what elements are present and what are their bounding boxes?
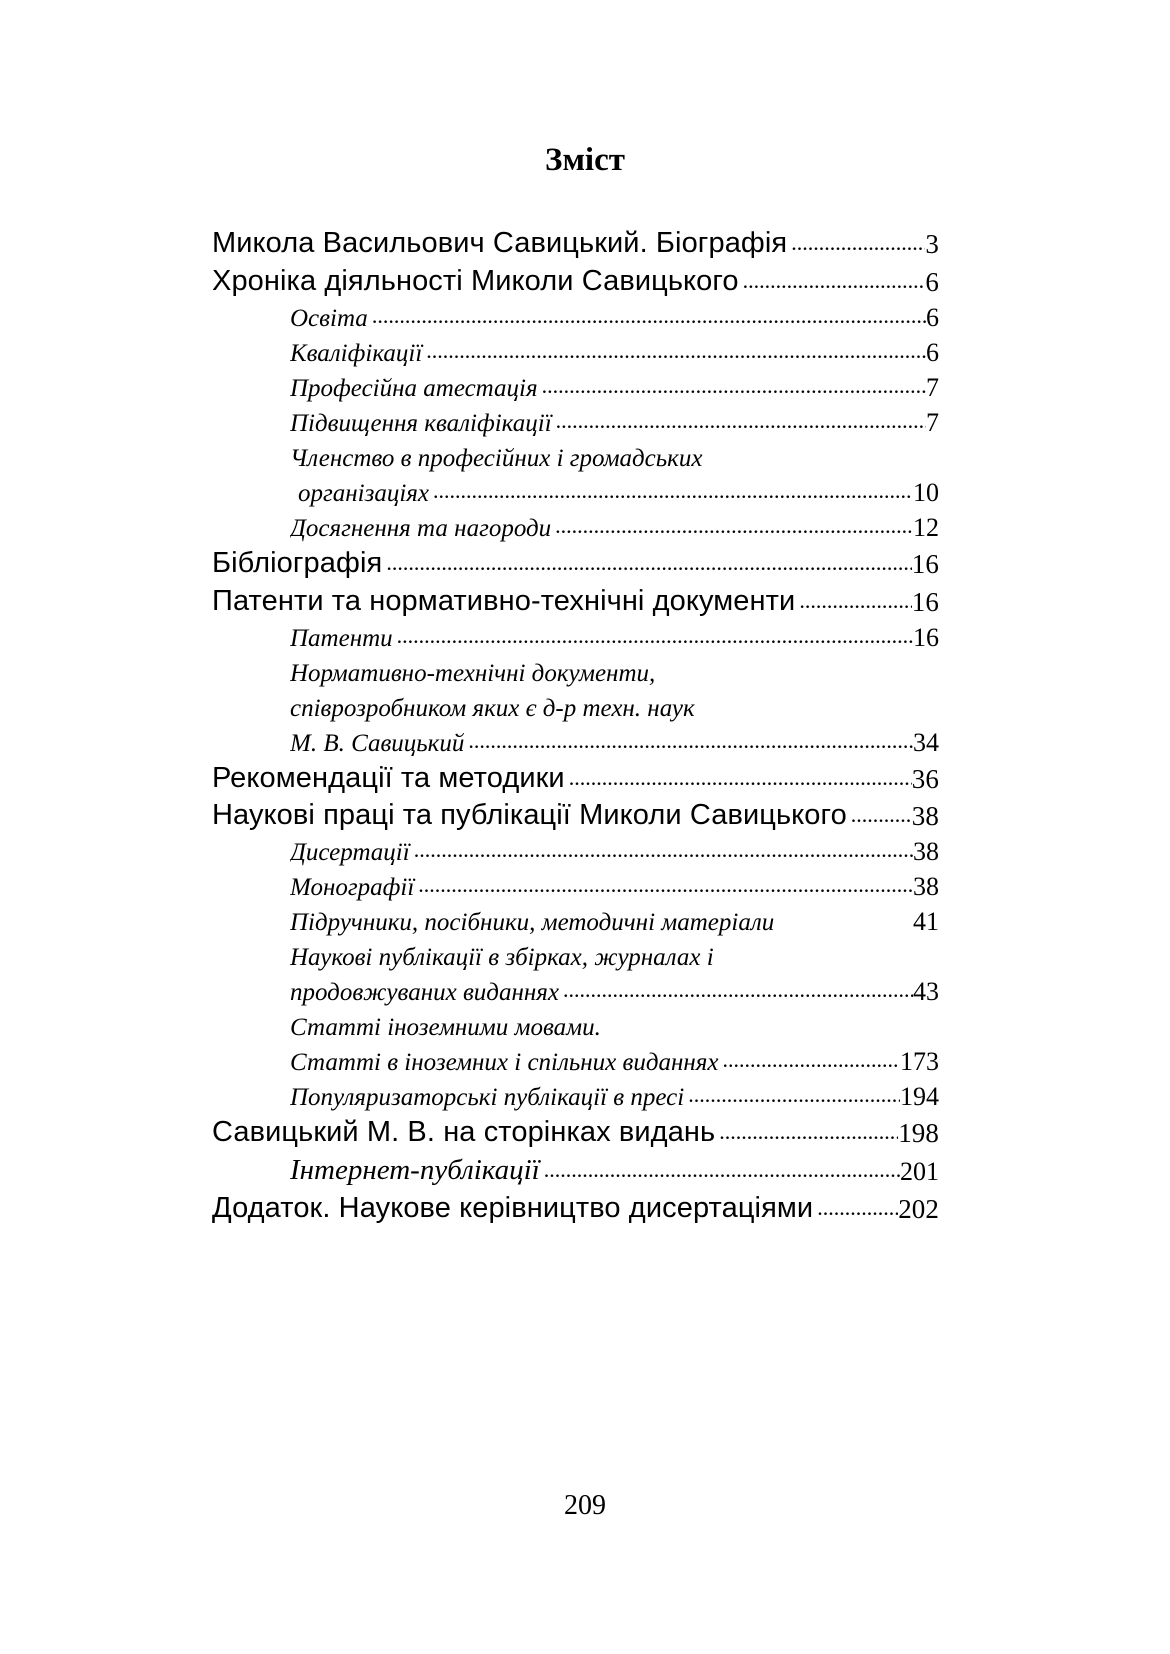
toc-entry[interactable] [212, 262, 939, 300]
dot-leader [715, 1119, 898, 1151]
toc-entry-text [290, 480, 429, 510]
toc-entry[interactable] [290, 1076, 939, 1114]
toc-entry-text: Кваліфікації [290, 340, 423, 367]
toc-entry-text: Бібліографія [212, 547, 383, 579]
toc-entry[interactable] [290, 402, 939, 440]
dot-leader [559, 977, 913, 1009]
toc-entry-text: Статті в іноземних і спільних виданнях [290, 1049, 719, 1076]
dot-leader [414, 872, 913, 904]
toc-entry-text: Додаток. Наукове керівництво дисертаціями [212, 1192, 814, 1224]
toc-entry[interactable] [290, 936, 939, 974]
dot-leader [795, 588, 911, 620]
toc-entry[interactable] [290, 1041, 939, 1079]
toc-entry[interactable] [212, 796, 939, 834]
dot-leader [540, 1157, 900, 1189]
toc-entry[interactable] [212, 544, 939, 582]
toc-entry-text: Статті іноземними мовами. [290, 1014, 601, 1041]
dot-leader [382, 550, 911, 582]
toc-entry-text: Монографії [290, 874, 415, 901]
dot-leader [429, 478, 913, 510]
toc-entry[interactable] [212, 1113, 939, 1151]
toc-entry[interactable] [290, 971, 939, 1009]
toc-entry[interactable] [290, 297, 939, 335]
toc-entry-text: Членство в професійних і громадських [290, 445, 703, 472]
toc-entry-text: Підручники, посібники, методичні матеріали [290, 909, 775, 936]
dot-leader [719, 1047, 900, 1079]
toc-page-number: 7 [926, 373, 939, 402]
toc-entry-text: продовжуваних виданнях [290, 979, 559, 1006]
toc-entry-text: Підвищення кваліфікації [290, 410, 552, 437]
toc-entry-text: Нормативно-технічні документи, [290, 660, 656, 687]
toc-page-number: 43 [913, 977, 939, 1006]
toc-entry-text: Савицький М. В. на сторінках видань [212, 1116, 716, 1148]
toc-entry[interactable] [212, 224, 939, 262]
toc-entry-text: Патенти [290, 625, 393, 652]
toc-page-number: 6 [926, 338, 939, 367]
toc-entry-text: Досягнення та нагороди [290, 515, 552, 542]
toc-page-number: 10 [913, 478, 939, 507]
toc-page-number: 194 [900, 1082, 939, 1111]
toc-entry[interactable] [290, 1006, 939, 1044]
toc-page-number: 202 [898, 1194, 939, 1224]
toc-entry-text: Наукові публікації в збірках, журналах і [290, 944, 714, 971]
toc-page-number: 198 [898, 1118, 939, 1148]
toc-page-number: 201 [900, 1157, 939, 1186]
dot-leader [410, 837, 913, 869]
toc-entry-text-value: організаціях [298, 480, 430, 507]
dot-leader [739, 268, 926, 300]
toc-entry[interactable] [290, 332, 939, 370]
dot-leader [422, 338, 926, 370]
toc-page-number: 6 [926, 303, 939, 332]
toc-entry-text: Професійна атестація [290, 375, 538, 402]
dot-leader [847, 802, 912, 834]
dot-leader [552, 408, 926, 440]
toc-entry[interactable] [290, 437, 939, 475]
toc-entry-text: Микола Васильович Савицький. Біографія [212, 227, 788, 259]
toc-entry[interactable] [290, 687, 939, 725]
dot-leader [787, 230, 925, 262]
toc-entry-text: Наукові праці та публікації Миколи Савицького [212, 799, 847, 831]
toc-page-number: 3 [925, 229, 939, 259]
toc-page-number: 16 [911, 587, 939, 617]
toc-entry-text: М. В. Савицький [290, 730, 465, 757]
toc-entry[interactable] [290, 1151, 939, 1189]
toc-entry[interactable] [212, 1189, 939, 1227]
toc-page-number: 38 [913, 872, 939, 901]
page-title: Зміст [545, 142, 625, 178]
toc-page-number: 16 [913, 623, 939, 652]
toc-entry[interactable] [290, 507, 939, 545]
toc-page-number: 38 [913, 837, 939, 866]
toc-page-number: 41 [913, 907, 939, 936]
dot-leader [565, 765, 912, 797]
toc-entry-text: Дисертації [290, 839, 410, 866]
toc-entry[interactable] [290, 722, 939, 760]
toc-page-number: 16 [911, 549, 939, 579]
toc-entry[interactable] [290, 831, 939, 869]
toc-entry[interactable] [290, 367, 939, 405]
dot-leader [813, 1195, 898, 1227]
toc-page-number: 7 [926, 408, 939, 437]
toc-page-number: 12 [913, 513, 939, 542]
toc-entry[interactable] [290, 617, 939, 655]
toc-page-number: 36 [911, 764, 939, 794]
dot-leader [684, 1082, 900, 1114]
dot-leader [538, 373, 926, 405]
toc-entry-text: Патенти та нормативно-технічні документи [212, 585, 796, 617]
toc-entry[interactable] [290, 901, 939, 939]
toc-entry-text: Популяризаторські публікації в пресі [290, 1084, 685, 1111]
toc-page-number: 38 [911, 801, 939, 831]
toc-page-number: 6 [925, 267, 939, 297]
dot-leader [368, 303, 926, 335]
dot-leader [393, 623, 913, 655]
toc-entry-text: Освіта [290, 305, 368, 332]
toc-entry-text: Інтернет-публікації [290, 1154, 540, 1186]
toc-page-number: 173 [900, 1047, 939, 1076]
toc-entry[interactable] [212, 582, 939, 620]
toc-entry-text: Рекомендації та методики [212, 762, 565, 794]
toc-entry[interactable] [212, 759, 939, 797]
toc-entry-text: Хроніка діяльності Миколи Савицького [212, 265, 739, 297]
toc-entry[interactable] [290, 652, 939, 690]
toc-entry-text: співрозробником яких є д-р техн. наук [290, 695, 695, 722]
dot-leader [551, 513, 913, 545]
page-number: 209 [564, 1490, 606, 1521]
toc-entry[interactable] [290, 472, 939, 510]
toc-entry[interactable] [290, 866, 939, 904]
dot-leader [464, 728, 913, 760]
toc-page-number: 34 [913, 728, 939, 757]
